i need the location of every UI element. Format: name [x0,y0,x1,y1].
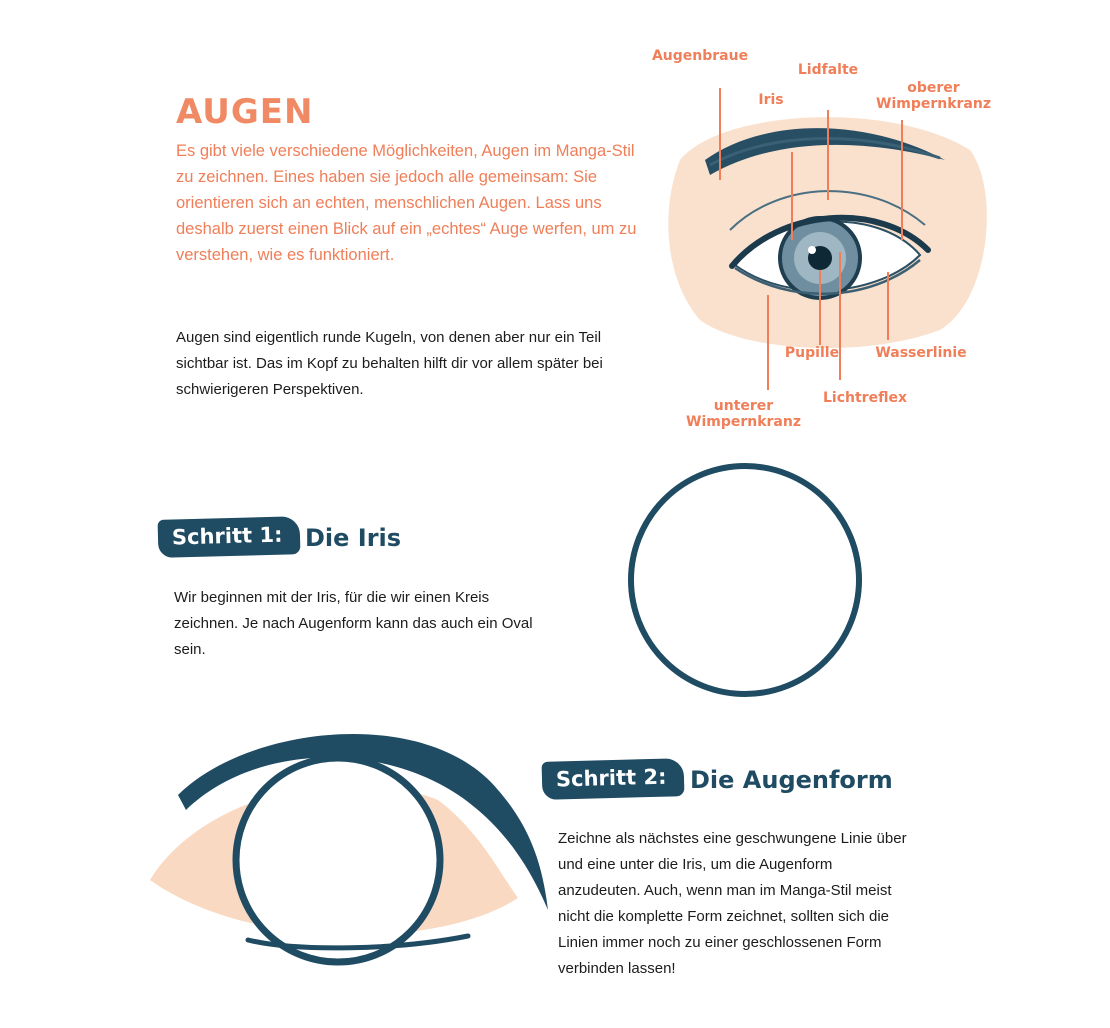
label-lidfalte: Lidfalte [797,62,859,78]
step1-text: Wir beginnen mit der Iris, für die wir einen Kreis zeichnen. Je nach Augenform kann das auch ein Oval sein. [174,589,533,658]
eye-shape-drawing [138,700,548,970]
page-title: AUGEN [176,92,314,132]
iris-circle-drawing [620,460,870,710]
label-wasserlinie: Wasserlinie [875,345,967,361]
label-lichtreflex: Lichtreflex [823,390,907,406]
eye-anatomy-diagram [640,40,1020,440]
label-iris: Iris [758,92,784,108]
step2-title: Die Augenform [690,766,893,794]
step2-badge: Schritt 2: [542,758,685,800]
step1-badge: Schritt 1: [158,516,301,558]
body-paragraph: Augen sind eigentlich runde Kugeln, von denen aber nur ein Teil sichtbar ist. Das im Kopf zu behalten hilft dir vor allem später bei schwierigeren Perspektiven. [176,329,603,398]
step2-text: Zeichne als nächstes eine geschwungene Linie über und eine unter die Iris, um die Augenform anzudeuten. Auch, wenn man im Manga-Stil meist nicht die komplette Form zeichnet, sollten sich die Linien immer noch zu einer geschlossenen Form verbinden lassen! [558,830,907,977]
step1-title: Die Iris [305,524,402,552]
label-oberer-wimpernkranz: oberer Wimpernkranz [876,80,991,112]
label-augenbraue: Augenbraue [651,48,749,64]
label-unterer-wimpernkranz: unterer Wimpernkranz [686,398,801,430]
intro-paragraph: Es gibt viele verschiedene Möglichkeiten, Augen im Manga-Stil zu zeichnen. Eines haben sie jedoch alle gemeinsam: Sie orientieren sich an echten, menschlichen Augen. Lass uns deshalb zuerst einen Blick auf ein „echtes“ Auge werfen, um zu verstehen, wie es funktioniert. [176,142,637,264]
label-pupille: Pupille [784,345,840,361]
